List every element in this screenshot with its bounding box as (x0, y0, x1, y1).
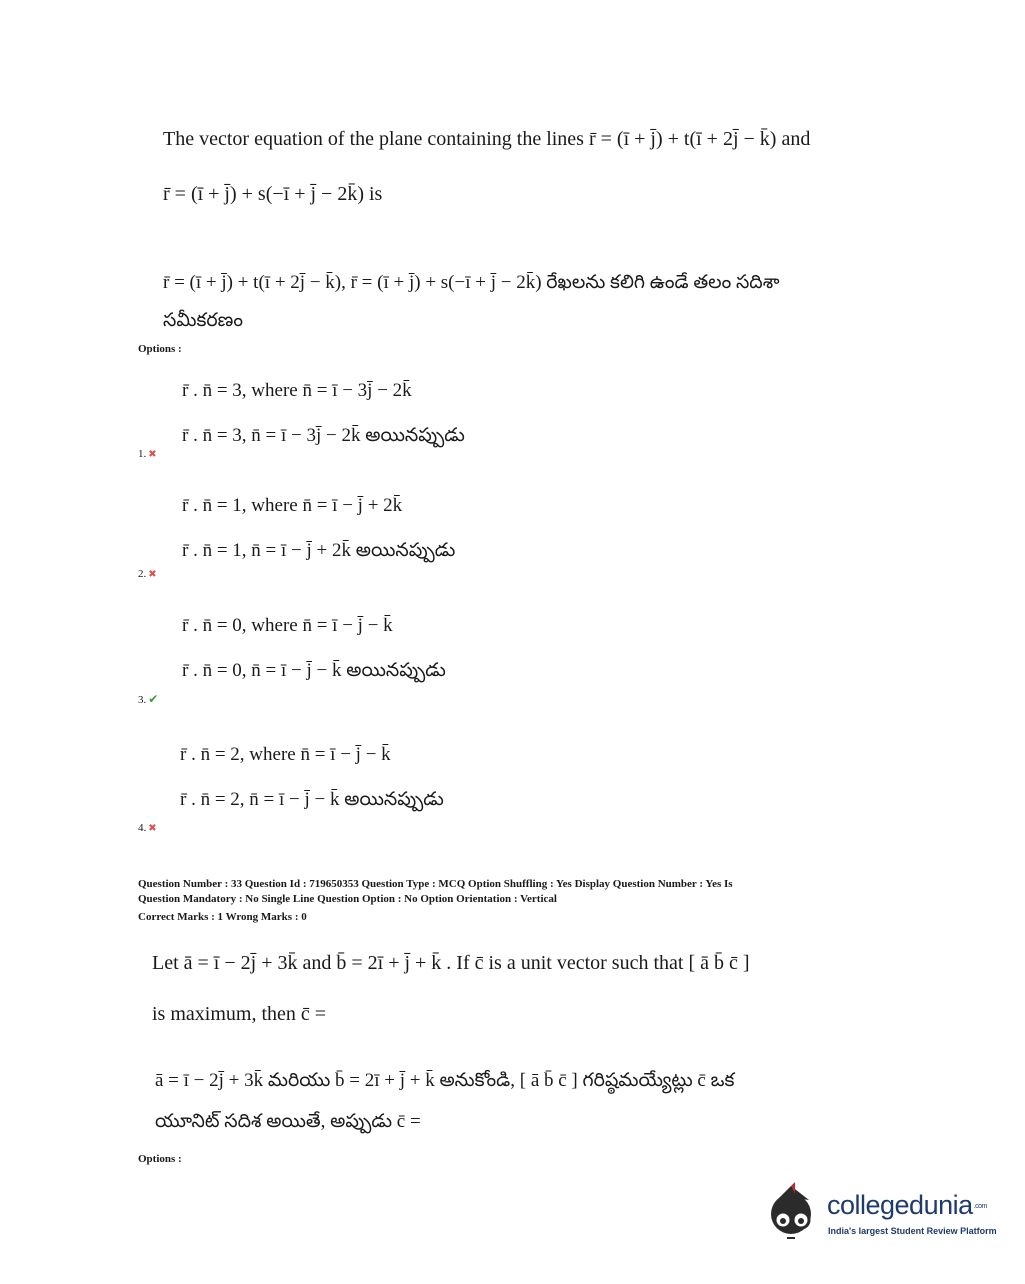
option-number: 4. (138, 822, 147, 834)
q32-text-line2: r̄ = (ī + j̄) + s(−ī + j̄ − 2k̄) is (163, 183, 383, 205)
logo-wordmark (827, 1190, 987, 1221)
q33-marks: Correct Marks : 1 Wrong Marks : 0 (138, 911, 307, 923)
q32-option-4-te: r̄ . n̄ = 2, n̄ = ī − j̄ − k̄ అయినప్పుడు (180, 789, 444, 810)
collegedunia-logo (765, 1180, 1005, 1250)
q33-telugu-line2: యూనిట్ సదిశ అయితే, అప్పుడు c̄ = (155, 1111, 421, 1132)
q32-option-1-en: r̄ . n̄ = 3, where n̄ = ī − 3j̄ − 2k̄ (182, 380, 412, 401)
checkmark-icon: ✔ (148, 692, 159, 706)
q33-telugu-line1: ā = ī − 2j̄ + 3k̄ మరియు b̄ = 2ī + j̄ + k̄ అనుకోండి, [ ā b̄ c̄ ] గరిష్ఠమయ్యేట్లు c̄ ఒక (155, 1070, 735, 1091)
option-number: 1. (138, 448, 147, 460)
q33-options-label: Options : (138, 1153, 182, 1165)
q32-text-line1: The vector equation of the plane containing the lines r̄ = (ī + j̄) + t(ī + 2j̄ − k̄) and (163, 128, 811, 150)
q33-text-line2: is maximum, then c̄ = (152, 1003, 327, 1025)
q32-option-4-en: r̄ . n̄ = 2, where n̄ = ī − j̄ − k̄ (180, 744, 391, 765)
mascot-icon (765, 1180, 823, 1242)
q33-meta-line1: Question Number : 33 Question Id : 719650353 Question Type : MCQ Option Shuffling : Yes Display Question Number : Yes Is (138, 878, 733, 890)
q33-meta-line2: Question Mandatory : No Single Line Question Option : No Option Orientation : Vertical (138, 893, 557, 905)
q32-option-1-te: r̄ . n̄ = 3, n̄ = ī − 3j̄ − 2k̄ అయినప్పుడు (182, 425, 465, 446)
q32-option-4-marker (138, 822, 157, 834)
q32-telugu-line1: r̄ = (ī + j̄) + t(ī + 2j̄ − k̄), r̄ = (ī + j̄) + s(−ī + j̄ − 2k̄) రేఖలను కలిగి ఉండే తలం సదిశా (163, 272, 780, 293)
q32-option-3-marker (138, 692, 158, 707)
logo-tagline: India's largest Student Review Platform (828, 1226, 997, 1236)
q33-text-line1: Let ā = ī − 2j̄ + 3k̄ and b̄ = 2ī + j̄ + k̄ . If c̄ is a unit vector such that [ ā b̄ c̄ ] (152, 952, 750, 974)
option-number: 3. (138, 694, 147, 706)
q32-option-3-te: r̄ . n̄ = 0, n̄ = ī − j̄ − k̄ అయినప్పుడు (182, 660, 446, 681)
q32-option-2-marker (138, 568, 157, 580)
logo-name: collegedunia (827, 1190, 973, 1220)
cross-icon: ✖ (148, 569, 157, 580)
q32-option-1-marker (138, 448, 157, 460)
cross-icon: ✖ (148, 449, 157, 460)
q32-options-label: Options : (138, 343, 182, 355)
cross-icon: ✖ (148, 823, 157, 834)
q32-option-2-te: r̄ . n̄ = 1, n̄ = ī − j̄ + 2k̄ అయినప్పుడు (182, 540, 456, 561)
logo-suffix: .com (973, 1203, 987, 1211)
option-number: 2. (138, 568, 147, 580)
q32-option-2-en: r̄ . n̄ = 1, where n̄ = ī − j̄ + 2k̄ (182, 495, 403, 516)
q32-telugu-line2: సమీకరణం (163, 310, 243, 331)
q32-option-3-en: r̄ . n̄ = 0, where n̄ = ī − j̄ − k̄ (182, 615, 393, 636)
